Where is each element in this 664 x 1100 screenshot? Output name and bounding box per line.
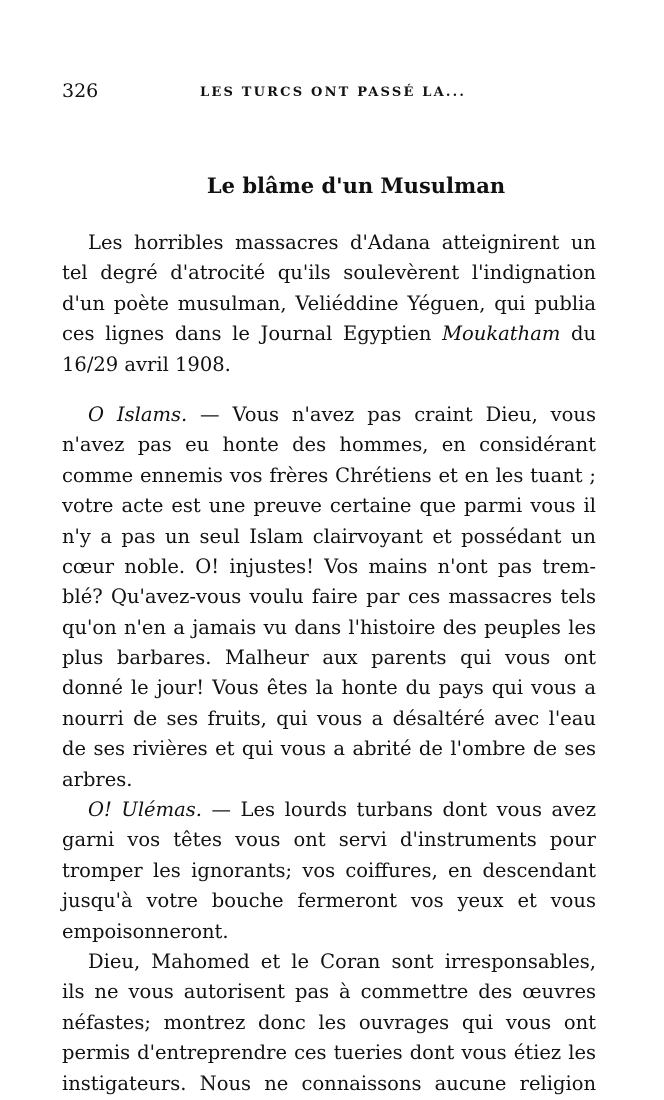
text-line: 16/29 avril 1908. bbox=[62, 352, 231, 376]
italic-lead: O! Ulémas. bbox=[88, 798, 202, 822]
paragraph-intro bbox=[62, 228, 596, 380]
text-line: O! Ulémas. — Les lourds turbans dont vous avez bbox=[88, 798, 596, 822]
text-line: tel degré d'atrocité qu'ils soulevèrent l'indignation bbox=[62, 261, 596, 285]
text-line: garni vos têtes vous ont servi d'instruments pour bbox=[62, 828, 596, 852]
text-line: de ses rivières et qui vous a abrité de l'ombre de ses bbox=[62, 737, 596, 761]
body-text bbox=[62, 228, 596, 1099]
text-line: nourri de ses fruits, qui vous a désaltéré avec l'eau bbox=[62, 706, 596, 730]
italic-lead: O Islams. bbox=[88, 402, 188, 426]
text-line: empoisonneront. bbox=[62, 919, 229, 943]
text-line: permis d'entreprendre ces tueries dont vous étiez les bbox=[62, 1041, 596, 1065]
text-line: O Islams. — Vous n'avez pas craint Dieu, vous bbox=[88, 402, 596, 426]
text-line: plus barbares. Malheur aux parents qui vous ont bbox=[62, 646, 596, 670]
text-line: donné le jour! Vous êtes la honte du pays qui vous a bbox=[62, 676, 596, 700]
page-number: 326 bbox=[62, 80, 99, 102]
text-line: arbres. bbox=[62, 767, 133, 791]
paragraph-islams bbox=[62, 400, 596, 795]
text-line: n'y a pas un seul Islam clairvoyant et possédant un bbox=[62, 524, 596, 548]
newspaper-name: Moukatham bbox=[442, 322, 561, 346]
text-line: d'un poète musulman, Veliéddine Yéguen, qui publia bbox=[62, 291, 596, 315]
text-line: qu'on n'en a jamais vu dans l'histoire des peuples les bbox=[62, 615, 596, 639]
text-line: votre acte est une preuve certaine que parmi vous il bbox=[62, 494, 596, 518]
text-line: comme ennemis vos frères Chrétiens et en les tuant ; bbox=[62, 463, 596, 487]
paragraph-ulemas bbox=[62, 795, 596, 947]
text-line: Les horribles massacres d'Adana atteignirent un bbox=[88, 231, 596, 254]
text-line: jusqu'à votre bouche fermeront vos yeux et vous bbox=[62, 889, 596, 913]
paragraph-gap bbox=[62, 380, 596, 400]
text-line: blé? Qu'avez-vous voulu faire par ces massacres tels bbox=[62, 585, 596, 609]
paragraph-dieu bbox=[62, 947, 596, 1099]
text-line: néfastes; montrez donc les ouvrages qui vous ont bbox=[62, 1010, 596, 1034]
running-header bbox=[62, 78, 602, 104]
text-line: n'avez pas eu honte des hommes, en considérant bbox=[62, 433, 596, 457]
chapter-title: Le blâme d'un Musulman bbox=[206, 173, 506, 198]
text-line: tromper les ignorants; vos coiffures, en descendant bbox=[62, 858, 596, 882]
text-line: ces lignes dans le Journal Egyptien Moukatham du bbox=[62, 322, 596, 346]
text-line: Dieu, Mahomed et le Coran sont irresponsables, bbox=[88, 949, 596, 973]
text-line: cœur noble. O! injustes! Vos mains n'ont pas trem- bbox=[62, 554, 596, 578]
text-line: ils ne vous autorisent pas à commettre des œuvres bbox=[62, 980, 596, 1004]
text-line: instigateurs. Nous ne connaissons aucune religion bbox=[62, 1071, 596, 1095]
running-title: LES TURCS ONT PASSÉ LA... bbox=[200, 85, 467, 100]
